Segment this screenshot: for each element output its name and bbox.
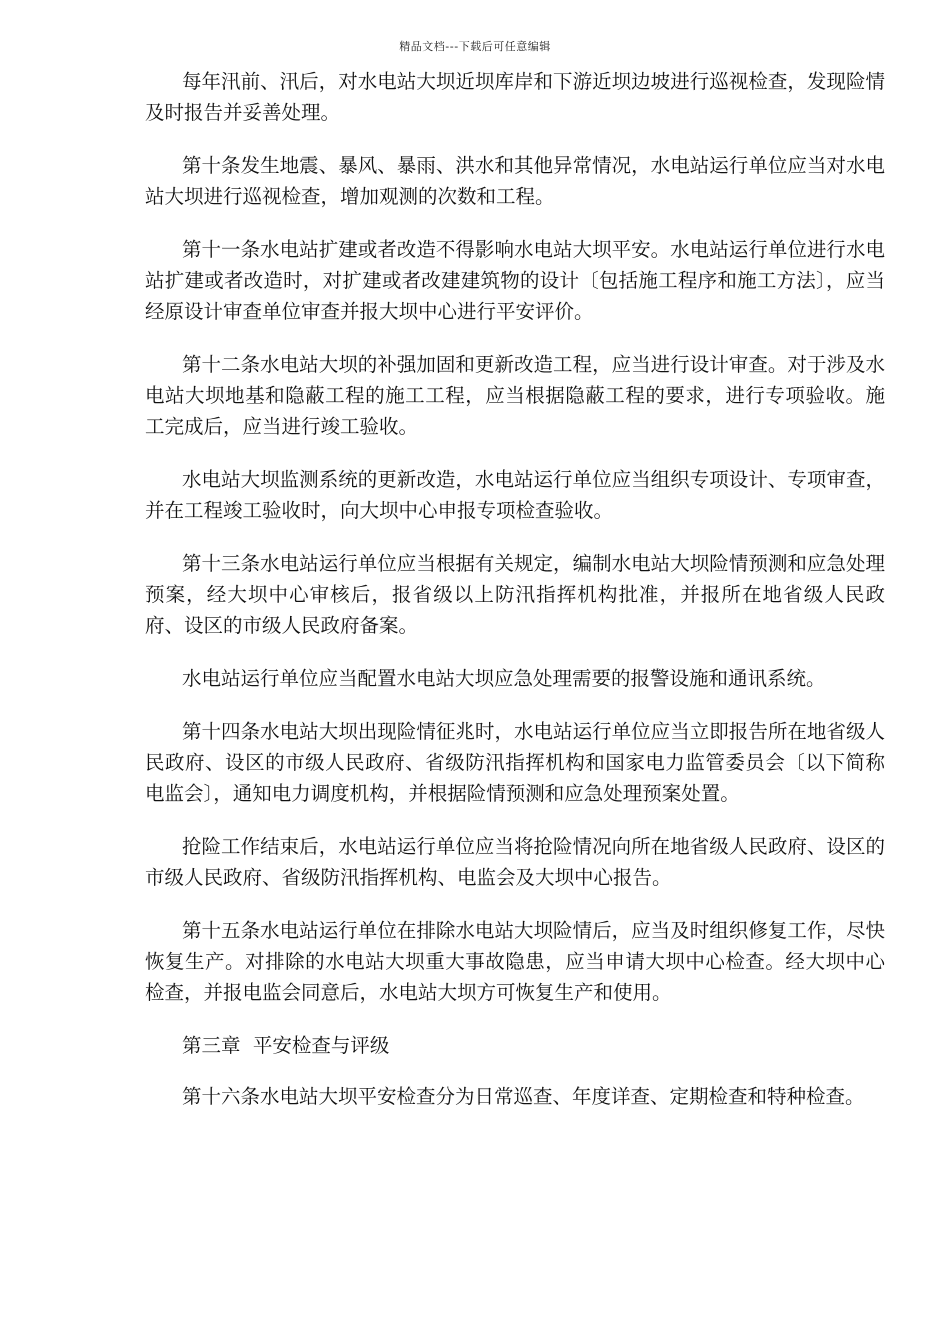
paragraph: 水电站运行单位应当配置水电站大坝应急处理需要的报警设施和通讯系统。	[182, 667, 826, 690]
paragraph: 第十四条水电站大坝出现险情征兆时，水电站运行单位应当立即报告所在地省级人民政府、设区的市级人民政府、省级防汛指挥机构和国家电力监管委员会〔以下简称电监会〕，通知电力调度机构，并根据险情预测和应急处理预案处置。	[145, 720, 885, 805]
paragraph: 抢险工作结束后，水电站运行单位应当将抢险情况向所在地省级人民政府、设区的市级人民政府、省级防汛指挥机构、电监会及大坝中心报告。	[145, 835, 885, 889]
paragraph: 第十六条水电站大坝平安检查分为日常巡查、年度详查、定期检查和特种检查。	[182, 1085, 865, 1108]
chapter-heading: 第三章 平安检查与评级	[182, 1034, 390, 1057]
document-body	[145, 66, 885, 1134]
paragraph: 第十五条水电站运行单位在排除水电站大坝险情后，应当及时组织修复工作，尽快恢复生产。对排除的水电站大坝重大事故隐患，应当申请大坝中心检查。经大坝中心检查，并报电监会同意后，水电站大坝方可恢复生产和使用。	[145, 919, 885, 1004]
paragraph: 第十三条水电站运行单位应当根据有关规定，编制水电站大坝险情预测和应急处理预案，经大坝中心审核后，报省级以上防汛指挥机构批准，并报所在地省级人民政府、设区的市级人民政府备案。	[145, 552, 885, 637]
paragraph: 水电站大坝监测系统的更新改造，水电站运行单位应当组织专项设计、专项审查，并在工程竣工验收时，向大坝中心申报专项检查验收。	[145, 468, 885, 522]
paragraph: 第十二条水电站大坝的补强加固和更新改造工程，应当进行设计审查。对于涉及水电站大坝地基和隐蔽工程的施工工程，应当根据隐蔽工程的要求，进行专项验收。施工完成后，应当进行竣工验收。	[145, 353, 885, 438]
paragraph: 每年汛前、汛后，对水电站大坝近坝库岸和下游近坝边坡进行巡视检查，发现险情及时报告并妥善处理。	[145, 70, 885, 124]
paragraph: 第十一条水电站扩建或者改造不得影响水电站大坝平安。水电站运行单位进行水电站扩建或者改造时，对扩建或者改建建筑物的设计〔包括施工程序和施工方法〕，应当经原设计审查单位审查并报大坝中心进行平安评价。	[145, 238, 885, 323]
paragraph: 第十条发生地震、暴风、暴雨、洪水和其他异常情况，水电站运行单位应当对水电站大坝进行巡视检查，增加观测的次数和工程。	[145, 154, 885, 208]
page-header: 精品文档---下载后可任意编辑	[399, 40, 551, 53]
